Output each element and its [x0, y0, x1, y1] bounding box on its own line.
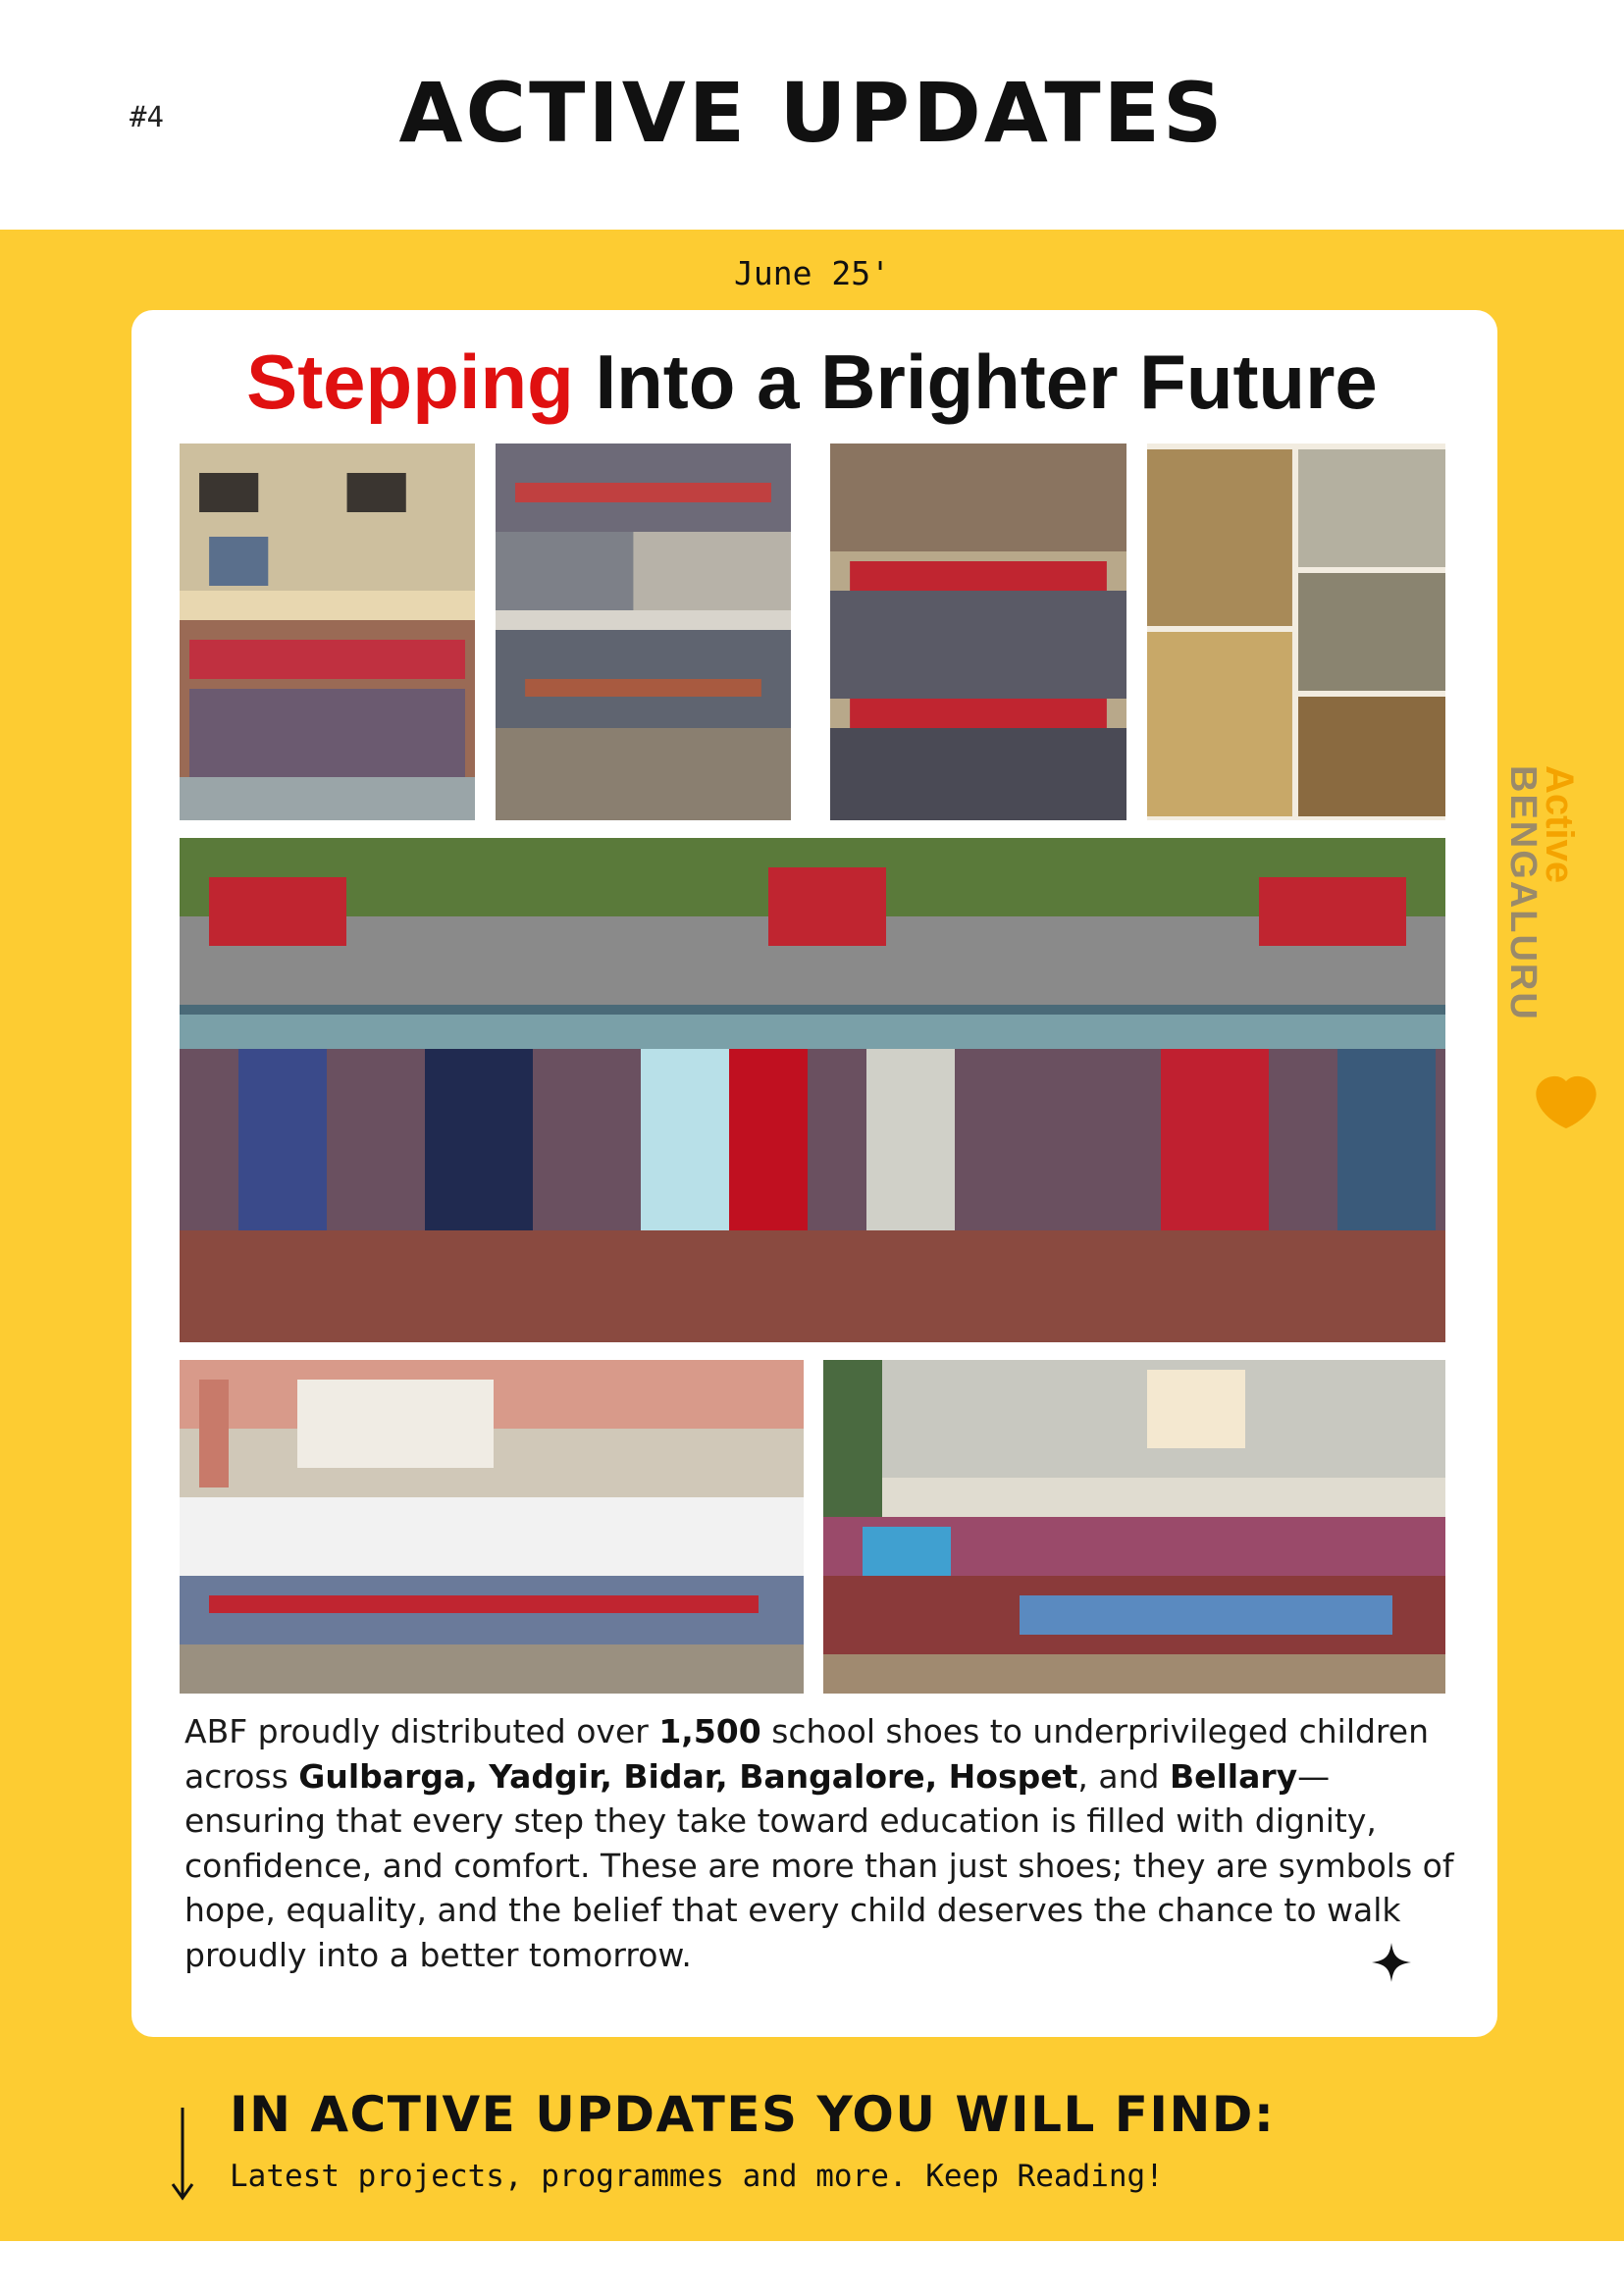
body-p2: school shoes to underprivileged children across	[184, 1712, 1429, 1796]
page-number: #4	[130, 100, 164, 133]
photo-collage-elders	[1147, 444, 1445, 820]
logo-line2: BENGALURU	[1502, 765, 1544, 1021]
photo-school-group-3	[180, 1360, 804, 1694]
photo-school-group-1	[180, 444, 475, 820]
photo-school-group-2	[830, 444, 1126, 820]
photo-collage-classrooms	[496, 444, 791, 820]
body-p4: —ensuring that every step they take toward education is filled with dignity, confidence, and comfort. These are more than just shoes; they are symbols of hope, equality, and the belief that every child deserves the chance to walk proudly into a better tomorrow.	[184, 1756, 1454, 1974]
body-count: 1,500	[658, 1712, 761, 1750]
body-p1: ABF proudly distributed over	[184, 1712, 659, 1750]
body-last-place: Bellary	[1169, 1756, 1298, 1796]
article-body	[184, 1709, 1460, 1977]
footer-title: IN ACTIVE UPDATES YOU WILL FIND:	[230, 2086, 1276, 2143]
body-places: Gulbarga, Yadgir, Bidar, Bangalore, Hospet	[298, 1756, 1078, 1796]
logo-line1: Active	[1538, 765, 1581, 884]
issue-date: June 25'	[734, 254, 890, 292]
photo-main-group	[180, 838, 1445, 1342]
arrow-down-icon	[169, 2108, 196, 2202]
footer-subtitle: Latest projects, programmes and more. Keep Reading!	[230, 2159, 1164, 2194]
headline-accent: Stepping	[246, 339, 574, 425]
sparkle-icon	[1372, 1943, 1411, 1982]
hand-heart-icon	[1536, 1076, 1596, 1128]
photo-school-group-4	[823, 1360, 1445, 1694]
article-headline	[0, 338, 1624, 427]
headline-rest: Into a Brighter Future	[595, 339, 1378, 425]
active-bengaluru-logo	[1502, 765, 1607, 1148]
page-title: ACTIVE UPDATES	[398, 65, 1226, 161]
body-p3: , and	[1077, 1756, 1170, 1796]
